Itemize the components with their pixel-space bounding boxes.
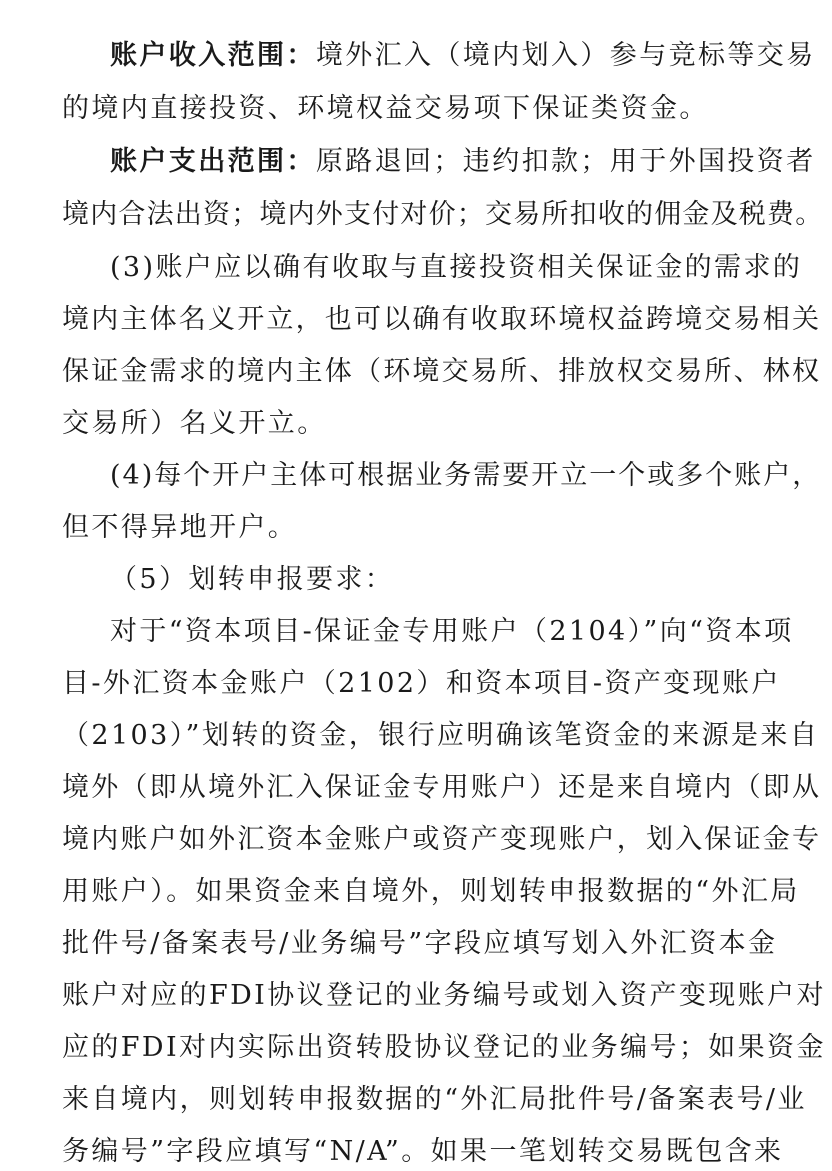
item-5-line-2: 目-外汇资本金账户（2102）和资本项目-资产变现账户	[62, 668, 781, 699]
expense-scope-line-1	[110, 148, 816, 175]
item-3-line-3: 保证金需求的境内主体（环境交易所、排放权交易所、林权	[62, 356, 822, 387]
item-5-line-6: 用账户）。如果资金来自境外，则划转申报数据的“外汇局	[62, 876, 800, 907]
expense-scope-label: 账户支出范围：	[110, 146, 316, 177]
item-3-line-4: 交易所）名义开立。	[62, 408, 327, 439]
item-5-heading: （5）划转申报要求：	[110, 564, 395, 595]
item-5-line-11: 务编号”字段应填写“N/A”。如果一笔划转交易既包含来	[62, 1136, 784, 1167]
item-5-line-7: 批件号/备案表号/业务编号”字段应填写划入外汇资本金	[62, 928, 778, 959]
expense-scope-line-2: 境内合法出资；境内外支付对价；交易所扣收的佣金及税费。	[62, 199, 824, 230]
item-5-line-5: 境内账户如外汇资本金账户或资产变现账户，划入保证金专	[62, 824, 822, 855]
income-scope-line-1	[110, 42, 816, 69]
expense-scope-text: 原路退回；违约扣款；用于外国投资者	[315, 146, 816, 177]
item-5-line-8: 账户对应的FDI协议登记的业务编号或划入资产变现账户对	[62, 980, 826, 1011]
item-5-line-9: 应的FDI对内实际出资转股协议登记的业务编号；如果资金	[62, 1032, 826, 1063]
item-4-line-1: (4)每个开户主体可根据业务需要开立一个或多个账户，	[110, 460, 822, 491]
item-5-line-3: （2103）”划转的资金，银行应明确该笔资金的来源是来自	[62, 720, 820, 751]
income-scope-line-2: 的境内直接投资、环境权益交易项下保证类资金。	[62, 93, 709, 124]
item-5-line-1: 对于“资本项目-保证金专用账户（2104）”向“资本项	[110, 616, 794, 647]
item-5-line-10: 来自境内，则划转申报数据的“外汇局批件号/备案表号/业	[62, 1084, 807, 1115]
income-scope-label: 账户收入范围：	[110, 40, 316, 71]
item-5-line-4: 境外（即从境外汇入保证金专用账户）还是来自境内（即从	[62, 772, 822, 803]
item-3-line-2: 境内主体名义开立，也可以确有收取环境权益跨境交易相关	[62, 304, 822, 335]
income-scope-text: 境外汇入（境内划入）参与竞标等交易	[315, 40, 816, 71]
item-4-line-2: 但不得异地开户。	[62, 512, 298, 543]
item-3-line-1: (3)账户应以确有收取与直接投资相关保证金的需求的	[110, 252, 803, 283]
